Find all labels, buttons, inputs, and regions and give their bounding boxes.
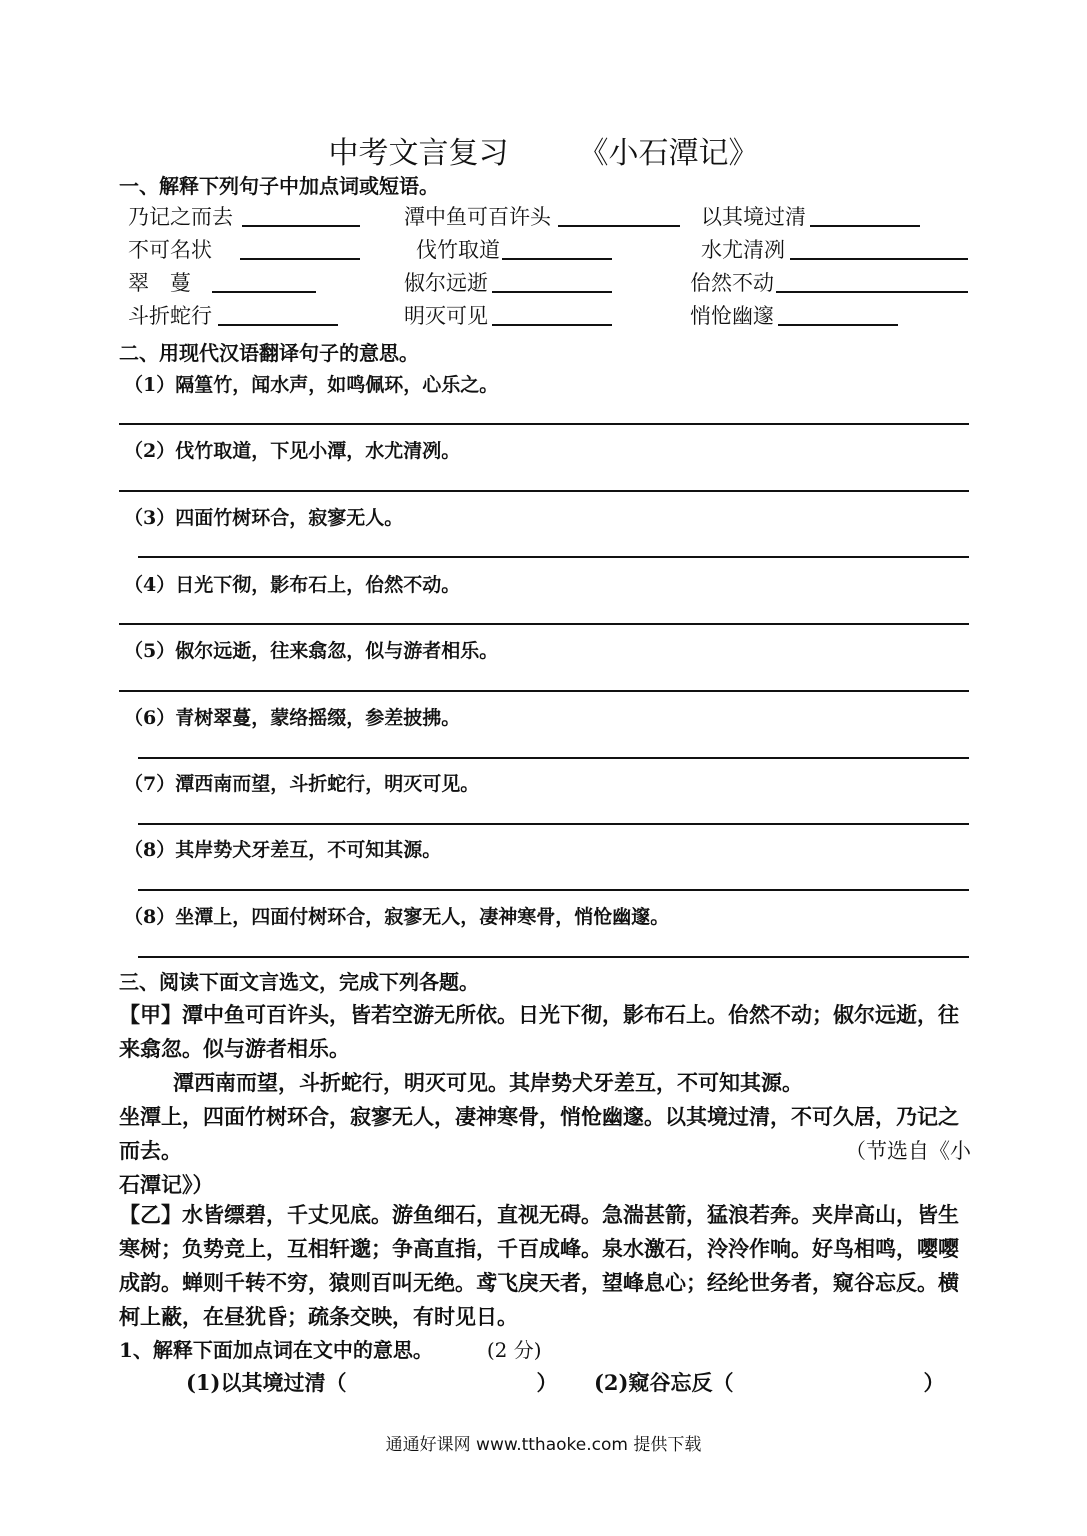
question-1-b — [594, 1367, 944, 1397]
translate-question: （1）隔篁竹，闻水声，如鸣佩环，心乐之。 — [124, 374, 499, 396]
answer-line[interactable] — [138, 823, 969, 825]
answer-line[interactable] — [138, 956, 969, 958]
page-footer: 通通好课网 www.tthaoke.com 提供下载 — [385, 1435, 702, 1455]
passage-jia-p3 — [119, 1100, 971, 1168]
term-blank[interactable] — [778, 324, 898, 326]
q1b-close: ） — [923, 1370, 945, 1395]
term-label: 翠 蔓 — [128, 271, 191, 295]
term-label: 悄怆幽邃 — [690, 304, 774, 328]
q1a-close: ） — [536, 1370, 558, 1395]
section3-heading: 三、阅读下面文言选文，完成下列各题。 — [119, 970, 479, 994]
term-blank[interactable] — [502, 258, 612, 260]
answer-line[interactable] — [119, 623, 969, 625]
term-blank[interactable] — [790, 258, 968, 260]
term-blank[interactable] — [776, 291, 968, 293]
term-label: 佁然不动 — [690, 271, 774, 295]
passage-jia-p2: 潭西南而望，斗折蛇行，明灭可见。其岸势犬牙差互，不可知其源。 — [173, 1070, 803, 1095]
translate-question: （8）其岸势犬牙差互，不可知其源。 — [124, 839, 442, 861]
translate-question: （4）日光下彻，影布石上，佁然不动。 — [124, 574, 461, 596]
answer-line[interactable] — [138, 889, 969, 891]
term-label: 水尤清冽 — [701, 238, 785, 262]
question-1 — [119, 1334, 542, 1363]
translate-question: （7）潭西南而望，斗折蛇行，明灭可见。 — [124, 773, 480, 795]
term-blank[interactable] — [492, 291, 612, 293]
answer-line[interactable] — [138, 556, 969, 558]
term-blank[interactable] — [558, 225, 680, 227]
passage-yi: 【乙】水皆缥碧，千丈见底。游鱼细石，直视无碍。急湍甚箭，猛浪若奔。夹岸高山，皆生寒树；负势竞上，互相轩邈；争高直指，千百成峰。泉水激石，泠泠作响。好鸟相鸣，嘤嘤成韵。蝉则千转不穷，猿则百叫无绝。鸢飞戾天者，望峰息心；经纶世务者，窥谷忘反。横柯上蔽，在昼犹昏；疏条交映，有时见日。 — [119, 1202, 959, 1329]
q1b-label: (2)窥谷忘反（ — [594, 1370, 734, 1395]
question-1-a — [186, 1367, 557, 1397]
translate-question: （6）青树翠蔓，蒙络摇缀，参差披拂。 — [124, 707, 461, 729]
q1a-label: (1)以其境过清（ — [186, 1370, 347, 1395]
term-label: 伐竹取道 — [416, 238, 500, 262]
answer-line[interactable] — [119, 690, 969, 692]
term-label: 斗折蛇行 — [128, 304, 212, 328]
translate-question: （8）坐潭上，四面付树环合，寂寥无人，凄神寒骨，悄怆幽邃。 — [124, 906, 670, 928]
question-1-text: 1、解释下面加点词在文中的意思。 — [119, 1338, 433, 1362]
translate-question: （3）四面竹树环合，寂寥无人。 — [124, 507, 404, 529]
passage-jia-p1: 【甲】潭中鱼可百许头，皆若空游无所依。日光下彻，影布石上。佁然不动；俶尔远逝，往来翕忽。似与游者相乐。 — [119, 1002, 959, 1061]
section1-heading: 一、解释下列句子中加点词或短语。 — [119, 174, 439, 198]
translate-question: （2）伐竹取道，下见小潭，水尤清冽。 — [124, 440, 461, 462]
term-blank[interactable] — [492, 324, 612, 326]
translate-question: （5）俶尔远逝，往来翕忽，似与游者相乐。 — [124, 640, 499, 662]
term-label: 潭中鱼可百许头 — [404, 205, 551, 229]
title-main: 中考文言复习 — [328, 136, 509, 171]
answer-line[interactable] — [138, 757, 969, 759]
term-blank[interactable] — [212, 291, 316, 293]
section2-heading: 二、用现代汉语翻译句子的意思。 — [119, 341, 419, 365]
term-label: 俶尔远逝 — [404, 271, 488, 295]
answer-line[interactable] — [119, 423, 969, 425]
term-blank[interactable] — [242, 225, 360, 227]
question-1-score: (2 分) — [486, 1338, 542, 1362]
passage-jia — [119, 998, 971, 1202]
answer-line[interactable] — [119, 490, 969, 492]
source-note: （节选自《小 — [845, 1139, 971, 1163]
passage-jia-p3-text: 坐潭上，四面竹树环合，寂寥无人，凄神寒骨，悄怆幽邃。以其境过清，不可久居，乃记之而去。 — [119, 1104, 959, 1163]
term-blank[interactable] — [810, 225, 920, 227]
page-title — [0, 128, 1087, 172]
term-label: 不可名状 — [128, 238, 212, 262]
term-label: 明灭可见 — [404, 304, 488, 328]
source-note-cont: 石潭记》） — [119, 1172, 214, 1197]
term-blank[interactable] — [218, 324, 338, 326]
title-sub: 《小石潭记》 — [578, 136, 759, 171]
term-label: 乃记之而去 — [128, 205, 233, 229]
term-label: 以其境过清 — [701, 205, 806, 229]
term-blank[interactable] — [240, 258, 360, 260]
